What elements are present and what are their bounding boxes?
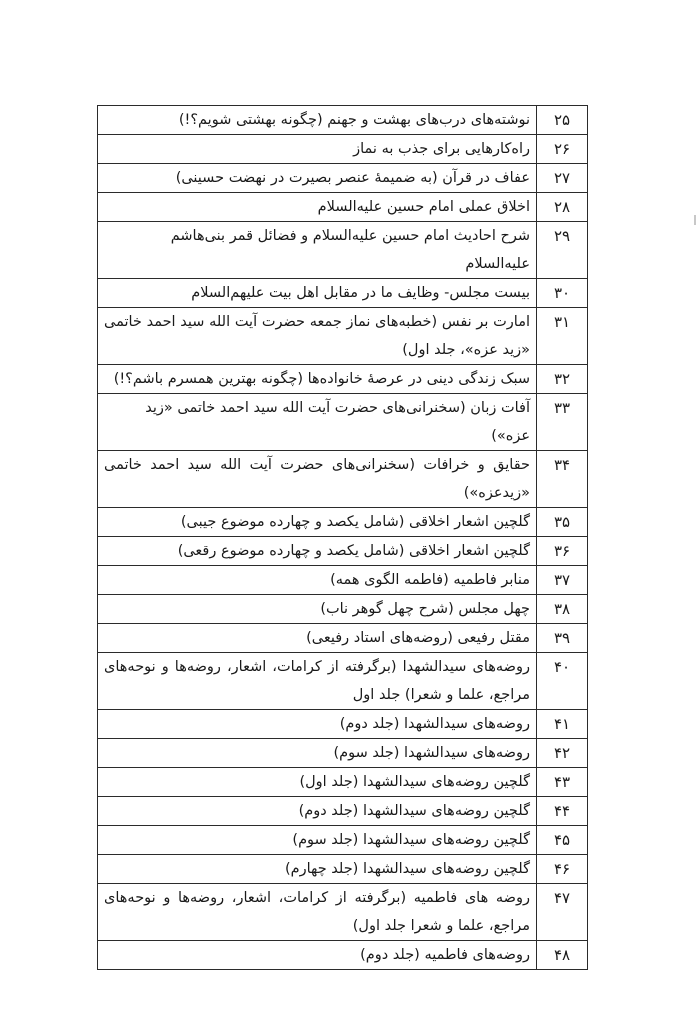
table-row bbox=[98, 365, 588, 394]
book-title: سبک زندگی دینی در عرصهٔ خانواده‌ها (چگونه بهترین همسرم باشم؟!) bbox=[98, 365, 537, 394]
row-number: ۲۵ bbox=[537, 106, 588, 135]
book-title: بیست مجلس- وظایف ما در مقابل اهل بیت عليهم‌السلام bbox=[98, 279, 537, 308]
row-number: ۴۷ bbox=[537, 884, 588, 941]
table-row bbox=[98, 308, 588, 365]
row-number: ۲۷ bbox=[537, 164, 588, 193]
row-number: ۳۶ bbox=[537, 537, 588, 566]
row-number: ۳۵ bbox=[537, 508, 588, 537]
book-title: گلچین اشعار اخلاقی (شامل یکصد و چهارده موضوع جیبی) bbox=[98, 508, 537, 537]
table-row bbox=[98, 222, 588, 279]
book-title: گلچین روضه‌های سیدالشهدا (جلد اول) bbox=[98, 768, 537, 797]
row-number: ۳۲ bbox=[537, 365, 588, 394]
table-row bbox=[98, 855, 588, 884]
row-number: ۴۶ bbox=[537, 855, 588, 884]
book-title: گلچین روضه‌های سیدالشهدا (جلد چهارم) bbox=[98, 855, 537, 884]
row-number: ۳۳ bbox=[537, 394, 588, 451]
row-number: ۴۵ bbox=[537, 826, 588, 855]
book-title: چهل مجلس (شرح چهل گوهر ناب) bbox=[98, 595, 537, 624]
row-number: ۳۴ bbox=[537, 451, 588, 508]
row-number: ۳۰ bbox=[537, 279, 588, 308]
table-row bbox=[98, 394, 588, 451]
row-number: ۴۸ bbox=[537, 941, 588, 970]
row-number: ۴۰ bbox=[537, 653, 588, 710]
book-title: نوشته‌های درب‌های بهشت و جهنم (چگونه بهشتی شویم؟!) bbox=[98, 106, 537, 135]
table-row bbox=[98, 826, 588, 855]
table-row bbox=[98, 193, 588, 222]
table-row bbox=[98, 595, 588, 624]
table-row bbox=[98, 537, 588, 566]
book-title: اخلاق عملی امام حسین عليه‌السلام bbox=[98, 193, 537, 222]
table-row bbox=[98, 768, 588, 797]
table-row bbox=[98, 451, 588, 508]
book-title: روضه‌های فاطمیه (جلد دوم) bbox=[98, 941, 537, 970]
row-number: ۳۹ bbox=[537, 624, 588, 653]
row-number: ۳۷ bbox=[537, 566, 588, 595]
table-row bbox=[98, 941, 588, 970]
book-title: روضه‌های سیدالشهدا (جلد دوم) bbox=[98, 710, 537, 739]
book-title: روضه‌های سیدالشهدا (برگرفته از کرامات، اشعار، روضه‌ها و نوحه‌های مراجع، علما و شعرا) جلد اول bbox=[98, 653, 537, 710]
book-title: حقایق و خرافات (سخنرانی‌های حضرت آیت الله سید احمد خاتمی «زیدعزه») bbox=[98, 451, 537, 508]
book-list-table bbox=[97, 105, 588, 970]
table-row bbox=[98, 135, 588, 164]
book-title: گلچین روضه‌های سیدالشهدا (جلد سوم) bbox=[98, 826, 537, 855]
row-number: ۳۱ bbox=[537, 308, 588, 365]
book-title: روضه‌های سیدالشهدا (جلد سوم) bbox=[98, 739, 537, 768]
row-number: ۲۶ bbox=[537, 135, 588, 164]
row-number: ۴۴ bbox=[537, 797, 588, 826]
row-number: ۳۸ bbox=[537, 595, 588, 624]
table-row bbox=[98, 279, 588, 308]
book-title: شرح احادیث امام حسین عليه‌السلام و فضائل قمر بنی‌هاشم عليه‌السلام bbox=[98, 222, 537, 279]
book-title: گلچین روضه‌های سیدالشهدا (جلد دوم) bbox=[98, 797, 537, 826]
table-row bbox=[98, 566, 588, 595]
table-row bbox=[98, 164, 588, 193]
book-title: آفات زبان (سخنرانی‌های حضرت آیت الله سید احمد خاتمی «زید عزه») bbox=[98, 394, 537, 451]
table-row bbox=[98, 710, 588, 739]
book-title: امارت بر نفس (خطبه‌های نماز جمعه حضرت آیت الله سید احمد خاتمی «زید عزه»، جلد اول) bbox=[98, 308, 537, 365]
book-title: عفاف در قرآن (به ضمیمهٔ عنصر بصیرت در نهضت حسینی) bbox=[98, 164, 537, 193]
book-title: مقتل رفیعی (روضه‌های استاد رفیعی) bbox=[98, 624, 537, 653]
table-row bbox=[98, 106, 588, 135]
book-title: راه‌کارهایی برای جذب به نماز bbox=[98, 135, 537, 164]
table-row bbox=[98, 508, 588, 537]
row-number: ۲۹ bbox=[537, 222, 588, 279]
table-row bbox=[98, 624, 588, 653]
row-number: ۲۸ bbox=[537, 193, 588, 222]
book-title: گلچین اشعار اخلاقی (شامل یکصد و چهارده موضوع رقعی) bbox=[98, 537, 537, 566]
table-row bbox=[98, 739, 588, 768]
table-row bbox=[98, 653, 588, 710]
row-number: ۴۲ bbox=[537, 739, 588, 768]
table-row bbox=[98, 797, 588, 826]
table-row bbox=[98, 884, 588, 941]
row-number: ۴۳ bbox=[537, 768, 588, 797]
book-title: منابر فاطمیه (فاطمه الگوی همه) bbox=[98, 566, 537, 595]
row-number: ۴۱ bbox=[537, 710, 588, 739]
margin-mark bbox=[694, 215, 696, 225]
book-title: روضه های فاطمیه (برگرفته از کرامات، اشعار، روضه‌ها و نوحه‌های مراجع، علما و شعرا جلد اول) bbox=[98, 884, 537, 941]
